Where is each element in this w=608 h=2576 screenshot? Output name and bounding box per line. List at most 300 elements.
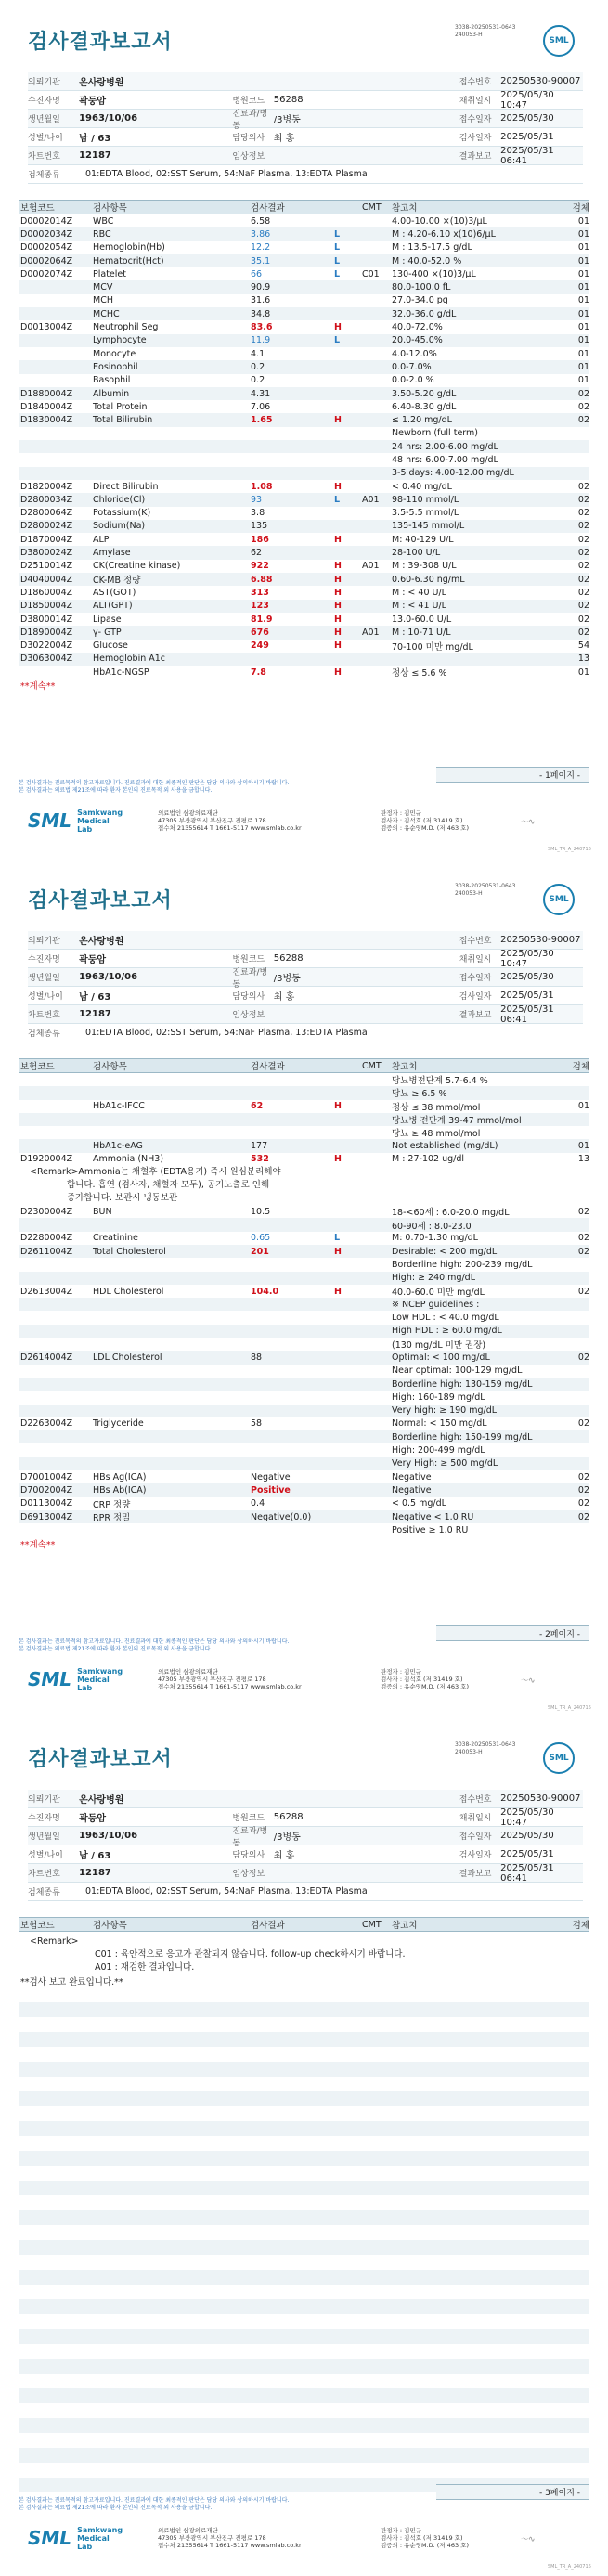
table-row	[19, 560, 589, 573]
row-result: 62	[251, 548, 263, 559]
doc-id: SML_TR_A_240716	[548, 847, 591, 852]
row-code: D2263004Z	[20, 1418, 73, 1430]
table-row	[19, 1483, 589, 1496]
row-item: Platelet	[93, 268, 126, 279]
row-result: 3.86	[251, 228, 271, 239]
row-result: 4.31	[251, 388, 271, 399]
row-specimen: 13	[577, 1154, 589, 1165]
empty-row	[19, 2136, 589, 2151]
row-result: 201	[251, 1246, 269, 1257]
table-row	[19, 1391, 589, 1404]
row-code: D0002054Z	[20, 242, 73, 253]
empty-row	[19, 2433, 589, 2448]
row-reference: M : 39-308 U/L	[392, 561, 457, 572]
row-flag: L	[334, 228, 341, 239]
table-row	[19, 480, 589, 493]
empty-row	[19, 2344, 589, 2359]
row-flag: H	[334, 534, 342, 545]
table-row	[19, 640, 589, 653]
row-reference: 0.0-7.0%	[392, 361, 432, 372]
row-reference: 0.0-2.0 %	[392, 375, 434, 386]
row-specimen: 02	[577, 508, 589, 519]
results-rows	[19, 1073, 589, 1166]
row-code: D2800034Z	[20, 494, 73, 505]
row-flag: H	[334, 614, 342, 625]
row-reference: 98-110 mmol/L	[392, 494, 459, 505]
row-code: D4040004Z	[20, 574, 73, 585]
results-table	[19, 1917, 589, 2492]
row-item: Amylase	[93, 548, 131, 559]
table-row	[19, 453, 589, 466]
table-row	[19, 1378, 589, 1391]
table-row	[19, 374, 589, 387]
row-code: D7002004Z	[20, 1484, 73, 1495]
row-result: 135	[251, 521, 268, 532]
empty-row	[19, 2270, 589, 2285]
row-specimen: 01	[577, 361, 589, 372]
row-specimen: 01	[577, 228, 589, 239]
row-reference: 당뇨병 전단계 39-47 mmol/mol	[392, 1116, 522, 1127]
row-result: 81.9	[251, 614, 273, 625]
row-reference: ≤ 1.20 mg/dL	[392, 415, 452, 426]
empty-row	[19, 2374, 589, 2388]
sml-logo-badge: SML	[543, 1742, 575, 1774]
row-reference: Normal: < 150 mg/dL	[392, 1418, 487, 1430]
row-code: D3800014Z	[20, 614, 73, 625]
row-flag: L	[334, 268, 341, 279]
row-item: Total Cholesterol	[93, 1246, 166, 1257]
row-result: 676	[251, 627, 269, 638]
row-reference: 40.0-72.0%	[392, 322, 443, 333]
row-reference: ※ NCEP guidelines :	[392, 1299, 480, 1310]
report-complete-note: **검사 보고 완료입니다.**	[20, 1977, 123, 1987]
row-reference: 4.00-10.00 ×(10)3/μL	[392, 215, 487, 227]
table-row	[19, 1100, 589, 1113]
row-item: Hemoglobin A1c	[93, 654, 166, 665]
report-page-2	[0, 859, 608, 1717]
row-specimen: 02	[577, 548, 589, 559]
row-reference: 당뇨병전단계 5.7-6.4 %	[392, 1076, 488, 1087]
table-row	[19, 280, 589, 293]
row-item: Chloride(Cl)	[93, 494, 146, 505]
row-result: 35.1	[251, 255, 271, 266]
row-flag: H	[334, 1246, 342, 1257]
row-result: Positive	[251, 1484, 291, 1495]
row-code: D0013004Z	[20, 322, 73, 333]
row-code: D7001004Z	[20, 1471, 73, 1482]
table-row	[19, 400, 589, 413]
row-item: HBs Ab(ICA)	[93, 1484, 147, 1495]
row-flag: H	[334, 601, 342, 612]
row-comment: A01	[362, 561, 380, 572]
row-specimen: 01	[577, 1141, 589, 1152]
empty-row	[19, 2017, 589, 2032]
table-row	[19, 1272, 589, 1285]
row-flag: H	[334, 1154, 342, 1165]
row-reference: M : 10-71 U/L	[392, 627, 451, 638]
empty-row	[19, 2062, 589, 2077]
table-row	[19, 360, 589, 373]
row-reference: Borderline high: 130-159 mg/dL	[392, 1379, 533, 1390]
row-item: Triglyceride	[93, 1418, 144, 1430]
empty-row	[19, 2403, 589, 2418]
row-item: Hematocrit(Hct)	[93, 255, 164, 266]
row-result: Negative(0.0)	[251, 1511, 312, 1522]
row-specimen: 02	[577, 401, 589, 412]
row-item: HbA1c-eAG	[93, 1141, 143, 1152]
table-row	[19, 653, 589, 666]
empty-row	[19, 2210, 589, 2225]
row-specimen: 02	[577, 388, 589, 399]
empty-row	[19, 2255, 589, 2270]
row-flag: H	[334, 574, 342, 585]
row-item: Eosinophil	[93, 361, 138, 372]
empty-row	[19, 2106, 589, 2121]
table-row	[19, 347, 589, 360]
row-flag: H	[334, 641, 342, 652]
report-page-1	[0, 0, 608, 859]
empty-row	[19, 2002, 589, 2017]
row-result: 90.9	[251, 282, 271, 293]
empty-row	[19, 2299, 589, 2314]
empty-row	[19, 2166, 589, 2181]
row-reference: High HDL : ≥ 60.0 mg/dL	[392, 1326, 502, 1337]
row-code: D3022004Z	[20, 641, 73, 652]
row-item: AST(GOT)	[93, 587, 136, 598]
row-specimen: 01	[577, 255, 589, 266]
row-reference: 70-100 미만 mg/dL	[392, 641, 473, 653]
row-reference: High: 200-499 mg/dL	[392, 1445, 485, 1456]
sml-logo-icon: SML	[28, 2527, 72, 2549]
row-specimen: 02	[577, 1484, 589, 1495]
empty-row	[19, 2240, 589, 2255]
row-code: D1850004Z	[20, 601, 73, 612]
empty-row	[19, 2032, 589, 2047]
row-code: D0002064Z	[20, 255, 73, 266]
table-row	[19, 1510, 589, 1523]
row-item: CK(Creatine kinase)	[93, 561, 181, 572]
row-specimen: 02	[577, 1352, 589, 1363]
report-page-3	[0, 1717, 608, 2576]
table-row	[19, 1285, 589, 1298]
table-row	[19, 1073, 589, 1086]
row-specimen: 13	[577, 654, 589, 665]
report-title: 검사결과보고서	[28, 889, 173, 913]
table-row	[19, 1139, 589, 1152]
table-row	[19, 1443, 589, 1456]
row-code: D1830004Z	[20, 415, 73, 426]
row-specimen: 02	[577, 1498, 589, 1509]
row-reference: 130-400 ×(10)3/μL	[392, 268, 476, 279]
results-rows	[19, 214, 589, 679]
row-item: Creatinine	[93, 1233, 138, 1244]
doc-id: SML_TR_A_240716	[548, 1705, 591, 1711]
row-reference: Desirable: < 200 mg/dL	[392, 1246, 498, 1257]
row-item: CRP 정량	[93, 1499, 131, 1510]
row-result: Negative	[251, 1471, 291, 1482]
row-result: 66	[251, 268, 263, 279]
table-row	[19, 214, 589, 227]
table-row	[19, 387, 589, 400]
row-reference: M : 27-102 ug/dl	[392, 1154, 465, 1165]
table-row	[19, 493, 589, 506]
row-code: D0113004Z	[20, 1498, 73, 1509]
empty-row	[19, 2091, 589, 2106]
row-specimen: 01	[577, 268, 589, 279]
row-item: Glucose	[93, 641, 128, 652]
empty-row	[19, 2047, 589, 2062]
barcode-label: 3038-20250531-0643 240053-H	[455, 883, 516, 897]
row-item: Lymphocyte	[93, 335, 147, 346]
row-result: 1.65	[251, 415, 273, 426]
row-flag: L	[334, 255, 341, 266]
row-result: 31.6	[251, 295, 271, 306]
row-code: D2800064Z	[20, 508, 73, 519]
row-result: 6.58	[251, 215, 271, 227]
row-reference: 정상 ≤ 38 mmol/mol	[392, 1102, 481, 1113]
row-item: ALT(GPT)	[93, 601, 133, 612]
row-flag: L	[334, 494, 341, 505]
row-specimen: 02	[577, 1511, 589, 1522]
row-comment: C01	[362, 268, 380, 279]
row-comment: A01	[362, 627, 380, 638]
row-item: LDL Cholesterol	[93, 1352, 162, 1363]
footnote: 본 검사결과는 진료목적의 참고자료입니다. 진료결과에 대한 최종적인 판단은 담당 의사와 상의하시기 바랍니다. 본 검사결과는 의료법 제21조에 따라 환자 본인의 진료목적 외 사용을 금합니다.	[19, 2497, 290, 2511]
row-item: BUN	[93, 1206, 112, 1217]
row-specimen: 01	[577, 308, 589, 319]
row-reference: High: ≥ 240 mg/dL	[392, 1273, 475, 1284]
row-result: 12.2	[251, 242, 271, 253]
table-row	[19, 413, 589, 426]
page-number: - 1페이지 -	[436, 767, 589, 783]
row-specimen: 02	[577, 561, 589, 572]
table-row	[19, 241, 589, 254]
table-row	[19, 254, 589, 267]
row-reference: < 0.5 mg/dL	[392, 1498, 446, 1509]
row-reference: M: 0.70-1.30 mg/dL	[392, 1233, 478, 1244]
row-result: 532	[251, 1154, 269, 1165]
table-row	[19, 427, 589, 440]
table-row	[19, 1417, 589, 1430]
row-reference: High: 160-189 mg/dL	[392, 1392, 485, 1403]
row-reference: Newborn (full term)	[392, 428, 478, 439]
row-reference: 18-<60세 : 6.0-20.0 mg/dL	[392, 1208, 510, 1219]
row-code: D2300004Z	[20, 1206, 73, 1217]
empty-row	[19, 2151, 589, 2166]
row-item: Monocyte	[93, 348, 136, 359]
row-code: D3063004Z	[20, 654, 73, 665]
patient-info-table: 의뢰기관 온사랑병원 접수번호 20250530-90007 수진자명 곽둥암 병원코드 56288 채취일시 2025/05/30 10:47 생년월일 1963/10/06 진료과/병동 /3병동 접수일자 2025/05/30 성별/나이 남 / 63 담당의사 최 홍 검사일자 2025/05/31 차트번호 12187 임상정보 결과보고 2025/05/31 06:41 검체종류 01:EDTA Blood, 02:SST Serum, 54:NaF Plasma, 13:EDTA Plasma	[28, 72, 583, 184]
table-row	[19, 1338, 589, 1351]
row-item: HbA1c-IFCC	[93, 1101, 145, 1112]
row-reference: Very High: ≥ 500 mg/dL	[392, 1458, 498, 1469]
empty-row	[19, 2448, 589, 2463]
row-specimen: 01	[577, 348, 589, 359]
row-reference: Borderline high: 150-199 mg/dL	[392, 1431, 533, 1443]
row-code: D1920004Z	[20, 1154, 73, 1165]
row-item: Hemoglobin(Hb)	[93, 242, 165, 253]
row-reference: Negative	[392, 1484, 432, 1495]
row-flag: L	[334, 242, 341, 253]
row-result: 0.2	[251, 361, 265, 372]
row-code: D0002034Z	[20, 228, 73, 239]
row-item: HDL Cholesterol	[93, 1286, 164, 1297]
row-specimen: 02	[577, 1418, 589, 1430]
row-specimen: 02	[577, 481, 589, 492]
empty-row	[19, 2329, 589, 2344]
table-row	[19, 1153, 589, 1166]
table-row	[19, 1457, 589, 1470]
row-flag: H	[334, 481, 342, 492]
table-row	[19, 573, 589, 586]
results-header: 보험코드 검사항목 검사결과 CMT 참고치 검체	[19, 1058, 589, 1073]
row-code: D1890004Z	[20, 627, 73, 638]
row-result: 10.5	[251, 1206, 271, 1217]
table-row	[19, 533, 589, 546]
row-code: D1840004Z	[20, 401, 73, 412]
table-row	[19, 586, 589, 599]
row-reference: (130 mg/dL 미만 권장)	[392, 1340, 486, 1352]
table-row	[19, 1205, 589, 1218]
lab-footer: SML Samkwang Medical Lab 의료법인 삼광의료재단 47305 부산광역시 부산진구 진평로 178 접수처 21355614 T 1661-5117 www.smlab.co.kr 판정자 : 김민규 검사자 : 김석호 (저 31419 호) 검증의 : 유순영M.D. (저 463 호) ～∿	[28, 808, 536, 834]
row-specimen: 02	[577, 521, 589, 532]
row-flag: H	[334, 322, 342, 333]
row-reference: 20.0-45.0%	[392, 335, 443, 346]
row-specimen: 01	[577, 242, 589, 253]
row-specimen: 02	[577, 601, 589, 612]
row-specimen: 02	[577, 534, 589, 545]
table-row	[19, 1365, 589, 1378]
results-table	[19, 1058, 589, 1550]
empty-row	[19, 2418, 589, 2433]
row-reference: 4.0-12.0%	[392, 348, 437, 359]
row-specimen: 02	[577, 587, 589, 598]
row-specimen: 01	[577, 375, 589, 386]
row-reference: 80.0-100.0 fL	[392, 282, 451, 293]
row-item: Albumin	[93, 388, 130, 399]
table-row	[19, 1325, 589, 1338]
row-specimen: 02	[577, 1206, 589, 1217]
row-reference: 135-145 mmol/L	[392, 521, 465, 532]
empty-rows	[19, 1987, 589, 2492]
row-code: D0002014Z	[20, 215, 73, 227]
table-row	[19, 1232, 589, 1245]
table-row	[19, 1405, 589, 1417]
table-row	[19, 467, 589, 480]
row-reference: 6.40-8.30 g/dL	[392, 401, 457, 412]
row-reference: 32.0-36.0 g/dL	[392, 308, 457, 319]
row-reference: M: 40-129 U/L	[392, 534, 454, 545]
table-row	[19, 546, 589, 559]
row-result: 34.8	[251, 308, 271, 319]
table-row	[19, 1245, 589, 1258]
row-reference: M : 40.0-52.0 %	[392, 255, 462, 266]
row-specimen: 01	[577, 667, 589, 678]
row-item: MCV	[93, 282, 113, 293]
row-reference: 13.0-60.0 U/L	[392, 614, 452, 625]
table-row	[19, 307, 589, 320]
page-number: - 3페이지 -	[436, 2484, 589, 2500]
row-code: D3800024Z	[20, 548, 73, 559]
row-item: Basophil	[93, 375, 131, 386]
row-item: Potassium(K)	[93, 508, 151, 519]
row-item: γ- GTP	[93, 627, 122, 638]
row-result: 11.9	[251, 335, 271, 346]
row-code: D1880004Z	[20, 388, 73, 399]
row-result: 6.88	[251, 574, 273, 585]
row-result: 104.0	[251, 1286, 279, 1297]
row-item: Lipase	[93, 614, 122, 625]
row-reference: Negative	[392, 1471, 432, 1482]
row-specimen: 01	[577, 1101, 589, 1112]
row-reference: < 0.40 mg/dL	[392, 481, 452, 492]
table-row	[19, 1086, 589, 1099]
row-reference: 0.60-6.30 ng/mL	[392, 574, 465, 585]
table-row	[19, 1430, 589, 1443]
row-result: 93	[251, 494, 263, 505]
row-specimen: 02	[577, 1286, 589, 1297]
row-code: D2613004Z	[20, 1286, 73, 1297]
table-row	[19, 1523, 589, 1536]
row-reference: 정상 ≤ 5.6 %	[392, 668, 447, 680]
remark-block: <Remark> C01 : 육안적으로 응고가 관찰되지 않습니다. follow-up check하시기 바랍니다. A01 : 재검한 결과입니다.	[30, 1936, 406, 1973]
table-row	[19, 267, 589, 280]
patient-info-table: 의뢰기관 온사랑병원 접수번호 20250530-90007 수진자명 곽둥암 병원코드 56288 채취일시 2025/05/30 10:47 생년월일 1963/10/06 진료과/병동 /3병동 접수일자 2025/05/30 성별/나이 남 / 63 담당의사 최 홍 검사일자 2025/05/31 차트번호 12187 임상정보 결과보고 2025/05/31 06:41 검체종류 01:EDTA Blood, 02:SST Serum, 54:NaF Plasma, 13:EDTA Plasma	[28, 931, 583, 1042]
row-item: MCH	[93, 295, 113, 306]
row-result: 922	[251, 561, 269, 572]
row-code: D1820004Z	[20, 481, 73, 492]
row-specimen: 54	[577, 641, 589, 652]
row-result: 1.08	[251, 481, 273, 492]
page-number: - 2페이지 -	[436, 1625, 589, 1641]
row-reference: Near optimal: 100-129 mg/dL	[392, 1366, 523, 1377]
signature-icon: ～∿	[520, 817, 536, 827]
table-row	[19, 666, 589, 679]
table-row	[19, 1470, 589, 1483]
table-row	[19, 613, 589, 626]
table-row	[19, 1311, 589, 1324]
row-specimen: 01	[577, 322, 589, 333]
row-comment: A01	[362, 494, 380, 505]
row-flag: H	[334, 1101, 342, 1112]
table-row	[19, 334, 589, 347]
row-item: RBC	[93, 228, 111, 239]
table-row	[19, 600, 589, 613]
row-code: D0002074Z	[20, 268, 73, 279]
footnote: 본 검사결과는 진료목적의 참고자료입니다. 진료결과에 대한 최종적인 판단은 담당 의사와 상의하시기 바랍니다. 본 검사결과는 의료법 제21조에 따라 환자 본인의 진료목적 외 사용을 금합니다.	[19, 1638, 290, 1652]
row-reference: Optimal: < 100 mg/dL	[392, 1352, 490, 1363]
lab-footer: SML Samkwang Medical Lab 의료법인 삼광의료재단 47305 부산광역시 부산진구 진평로 178 접수처 21355614 T 1661-5117 www.smlab.co.kr 판정자 : 김민규 검사자 : 김석호 (저 31419 호) 검증의 : 유순영M.D. (저 463 호) ～∿	[28, 2525, 536, 2551]
row-reference: Low HDL : < 40.0 mg/dL	[392, 1313, 499, 1324]
table-row	[19, 1497, 589, 1510]
row-reference: Very high: ≥ 190 mg/dL	[392, 1405, 498, 1417]
row-result: 0.65	[251, 1233, 271, 1244]
row-reference: 당뇨 ≥ 48 mmol/mol	[392, 1129, 481, 1140]
empty-row	[19, 2225, 589, 2240]
row-reference: Not established (mg/dL)	[392, 1141, 498, 1152]
table-row	[19, 227, 589, 240]
table-row	[19, 520, 589, 533]
row-code: D2611004Z	[20, 1246, 73, 1257]
empty-row	[19, 2285, 589, 2299]
row-specimen: 02	[577, 494, 589, 505]
row-reference: 27.0-34.0 pg	[392, 295, 448, 306]
table-row	[19, 1218, 589, 1231]
row-item: Neutrophil Seg	[93, 322, 159, 333]
row-reference: 3-5 days: 4.00-12.00 mg/dL	[392, 468, 514, 479]
continued-note: **계속**	[20, 681, 56, 693]
row-result: 249	[251, 641, 269, 652]
